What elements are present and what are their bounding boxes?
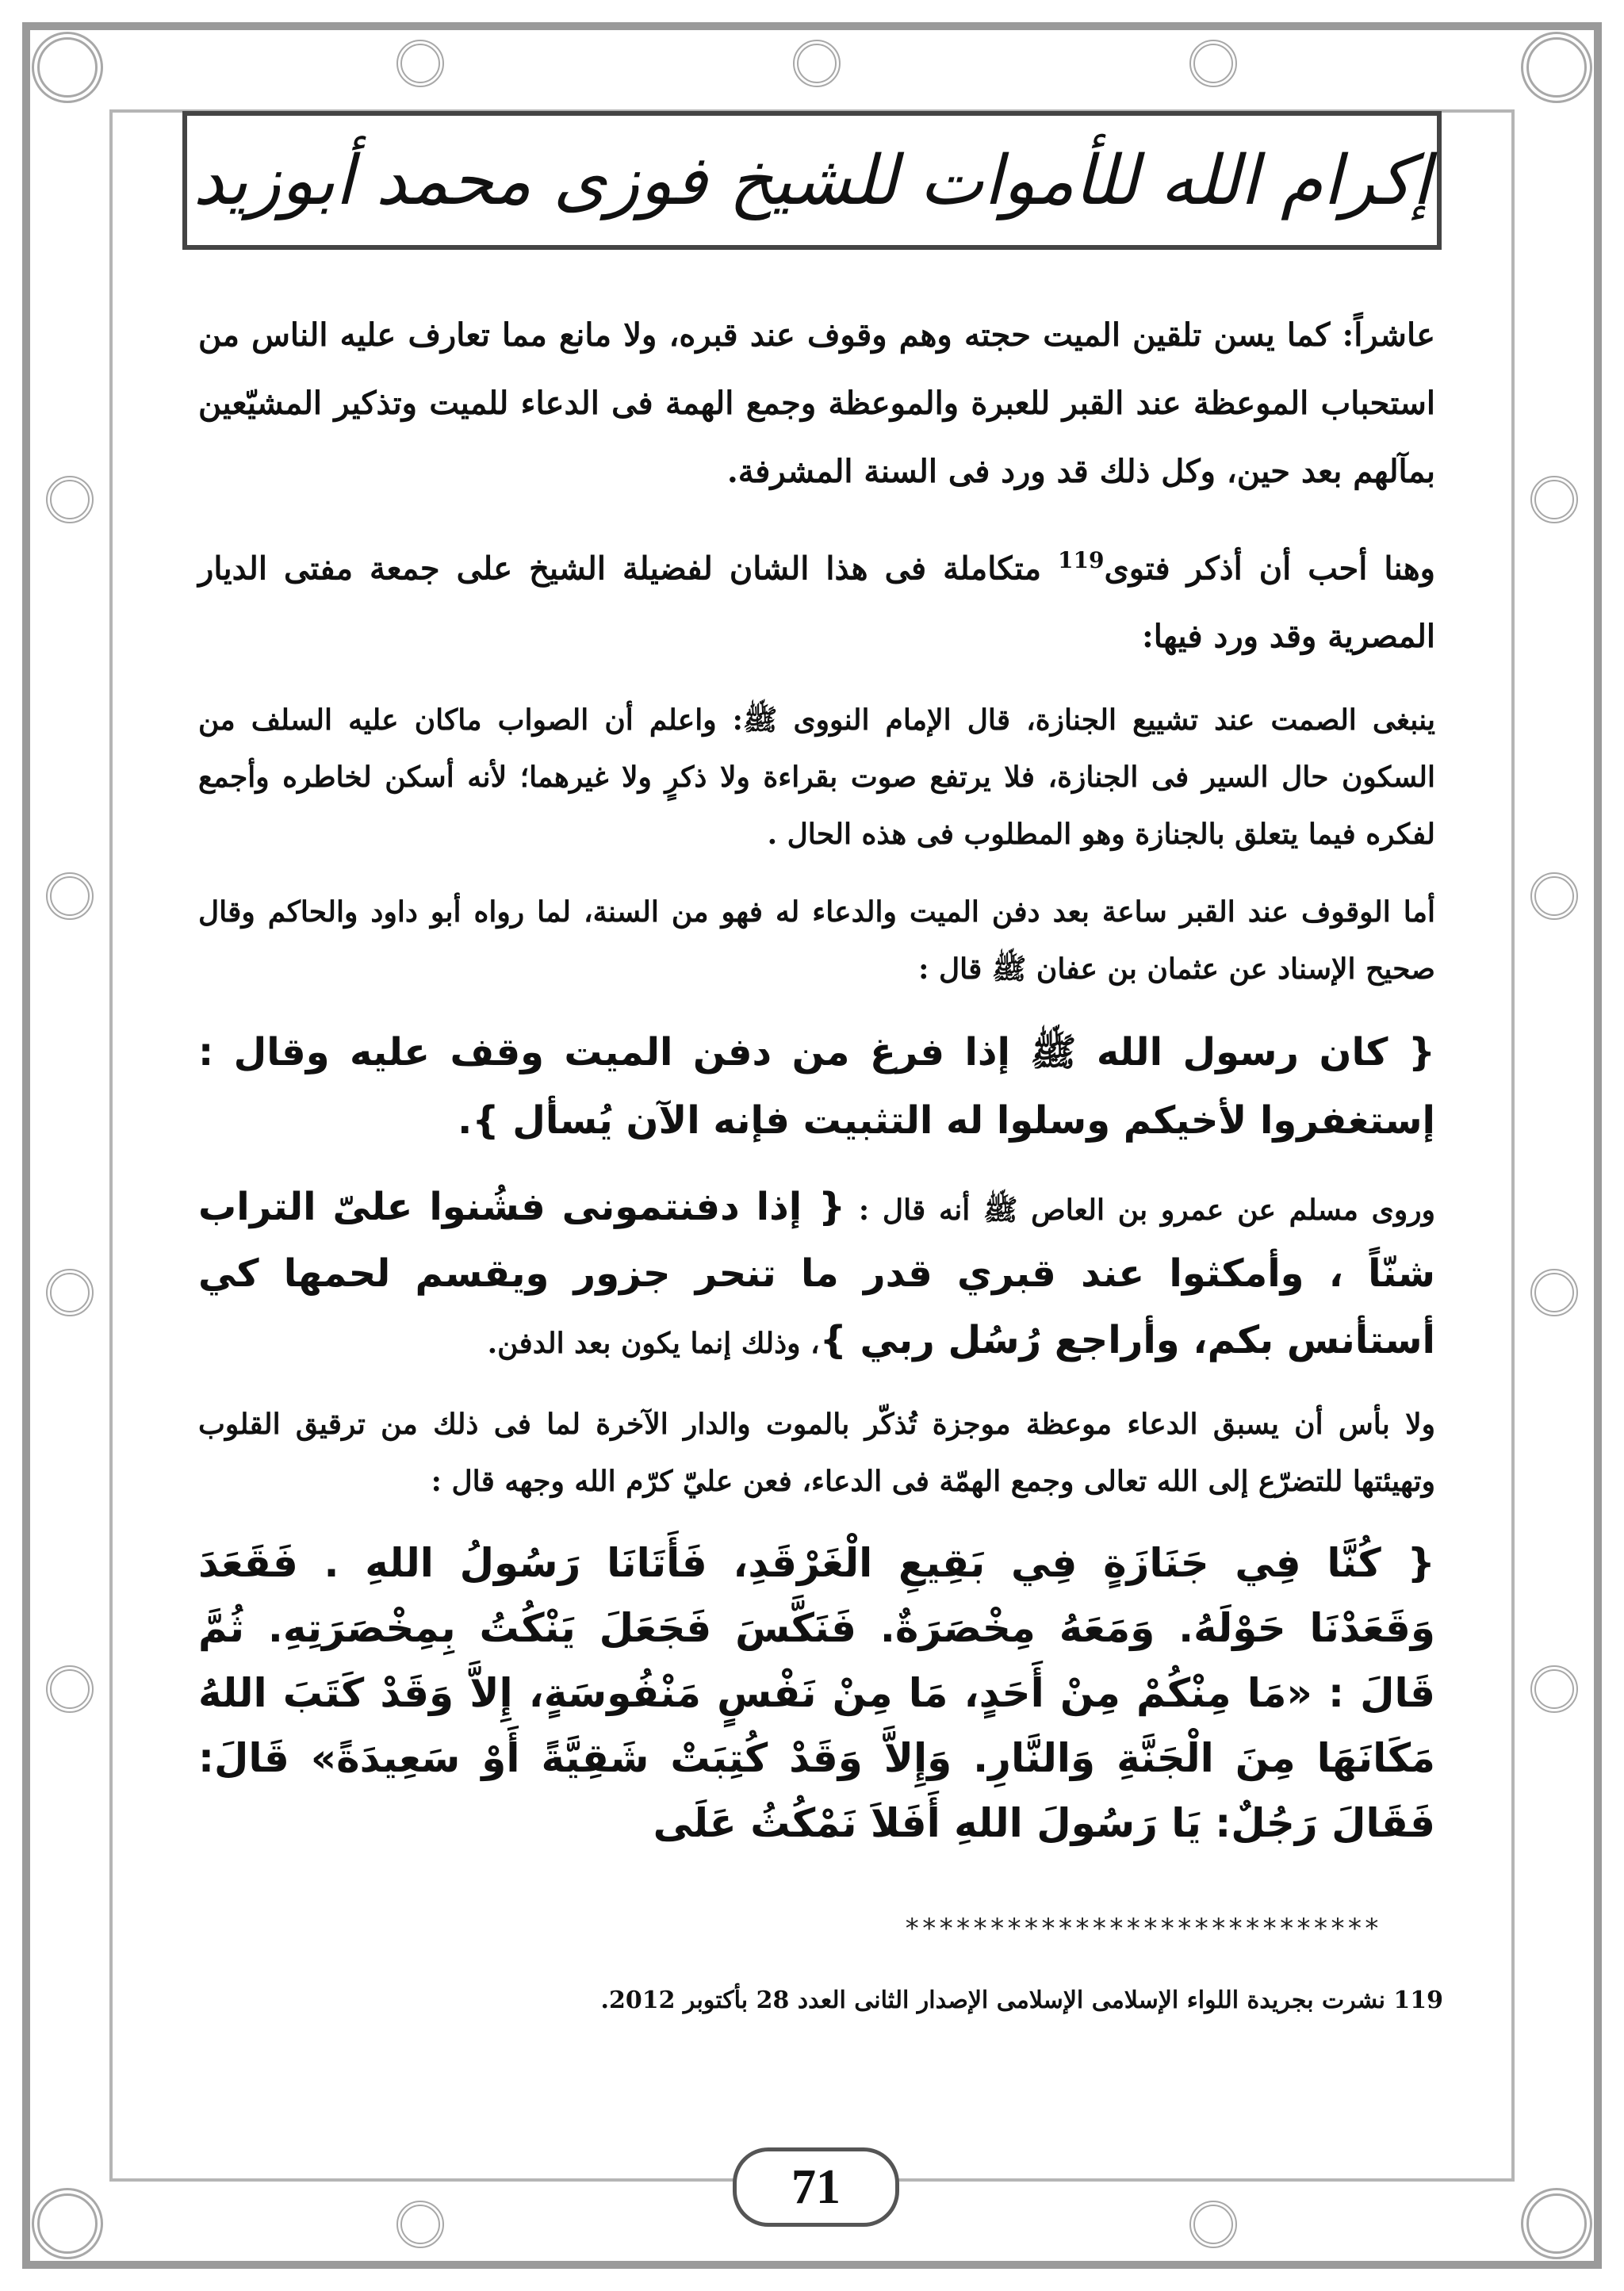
paragraph-1: عاشراً: كما يسن تلقين الميت حجته وهم وقوف عند قبره، ولا مانع مما تعارف عليه الناس من استحباب الموعظة عند القبر للعبرة والموعظة وجمع الهمة فى الدعاء للميت وتذكير المشيّعين بمآلهم بعد حين، وكل ذلك قد ورد فى السنة المشرفة. <box>198 316 1435 490</box>
hadith-quote: { كان رسول الله ﷺ إذا فرغ من دفن الميت وقف عليه وقال : إستغفروا لأخيكم وسلوا له التثبيت فإنه الآن يُسأل }. <box>198 1030 1435 1144</box>
paragraph-5-end: ، وذلك إنما يكون بعد الدفن. <box>487 1327 820 1361</box>
border-ornament-icon <box>1530 476 1578 523</box>
paragraph-3: ينبغى الصمت عند تشييع الجنازة، قال الإمام النووى ﷺ: واعلم أن الصواب ماكان عليه السلف من السكون حال السير فى الجنازة، فلا يرتفع صوت بقراءة ولا ذكرٍ ولا غيرهما؛ لأنه أسكن لخاطره وأجمع لفكره فيما يتعلق بالجنازة وهو المطلوب فى هذه الحال . <box>198 703 1435 852</box>
title-banner <box>182 111 1442 250</box>
page-title: إكرام الله للأموات للشيخ فوزى محمد أبوزيد <box>193 140 1431 220</box>
paragraph-6: ولا بأس أن يسبق الدعاء موعظة موجزة تُذكّر بالموت والدار الآخرة لما فى ذلك من ترقيق القلوب وتهيئتها للتضرّع إلى الله تعالى وجمع الهمّة فى الدعاء، فعن عليّ كرّم الله وجهه قال : <box>198 1408 1435 1499</box>
page-number-badge <box>733 2147 899 2227</box>
border-ornament-icon <box>1530 1269 1578 1316</box>
border-ornament-icon <box>46 1269 94 1316</box>
hadith-quote-2: { إذا دفنتمونى فشُنوا علىّ التراب شنّاً ، وأمكثوا عند قبري قدر ما تنحر جزور ويقسم لحمها كي أستأنس بكم، وأراجع رُسُل ربي } <box>198 1185 1435 1363</box>
border-ornament-icon <box>396 2201 444 2248</box>
hadith-quote-3: { كُنَّا فِي جَنَازَةٍ فِي بَقِيعِ الْغَرْقَدِ، فَأَتَانَا رَسُولُ اللهِ . فَقَعَدَ وَقَعَدْنَا حَوْلَهُ. وَمَعَهُ مِخْصَرَةٌ. فَنَكَّسَ فَجَعَلَ يَنْكُتُ بِمِخْصَرَتِهِ. ثُمَّ قَالَ : «مَا مِنْكُمْ مِنْ أَحَدٍ، مَا مِنْ نَفْسٍ مَنْفُوسَةٍ، إِلاَّ وَقَدْ كَتَبَ اللهُ مَكَانَهَا مِنَ الْجَنَّةِ وَالنَّارِ. وَإِلاَّ وَقَدْ كُتِبَتْ شَقِيَّةً أَوْ سَعِيدَةً» قَالَ: فَقَالَ رَجُلٌ: يَا رَسُولَ اللهِ أَفَلاَ نَمْكُثُ عَلَى <box>198 1540 1435 1847</box>
footnote-divider: **************************** <box>904 1913 1381 1944</box>
paragraph-4: أما الوقوف عند القبر ساعة بعد دفن الميت والدعاء له فهو من السنة، لما رواه أبو داود والحاكم وقال صحيح الإسناد عن عثمان بن عفان ﷺ قال : <box>198 895 1435 987</box>
paragraph-5-start: وروى مسلم عن عمرو بن العاص ﷺ أنه قال : <box>845 1193 1435 1228</box>
paragraph-2-start: وهنا أحب أن أذكر فتوى <box>1104 550 1435 588</box>
paragraph-2-end: متكاملة فى هذا الشان لفضيلة الشيخ على جمعة مفتى الديار المصرية وقد ورد فيها: <box>198 550 1435 656</box>
border-ornament-icon <box>46 1665 94 1713</box>
paragraph-2 <box>198 527 1435 671</box>
main-text <box>198 301 1435 2038</box>
footnote-ref: 119 <box>1058 547 1105 573</box>
corner-ornament-icon <box>1521 2188 1592 2259</box>
corner-ornament-icon <box>32 32 103 103</box>
border-ornament-icon <box>46 872 94 920</box>
border-ornament-icon <box>396 40 444 87</box>
corner-ornament-icon <box>32 2188 103 2259</box>
paragraph-5 <box>198 1175 1435 1375</box>
border-ornament-icon <box>793 40 841 87</box>
border-ornament-icon <box>1530 1665 1578 1713</box>
footnote: 119 نشرت بجريدة اللواء الإسلامى الإسلامى الإصدار الثانى العدد 28 بأكتوبر 2012. <box>600 1986 1443 2014</box>
border-ornament-icon <box>1189 40 1237 87</box>
corner-ornament-icon <box>1521 32 1592 103</box>
border-ornament-icon <box>1530 872 1578 920</box>
page-number: 71 <box>791 2159 841 2214</box>
border-ornament-icon <box>46 476 94 523</box>
border-ornament-icon <box>1189 2201 1237 2248</box>
